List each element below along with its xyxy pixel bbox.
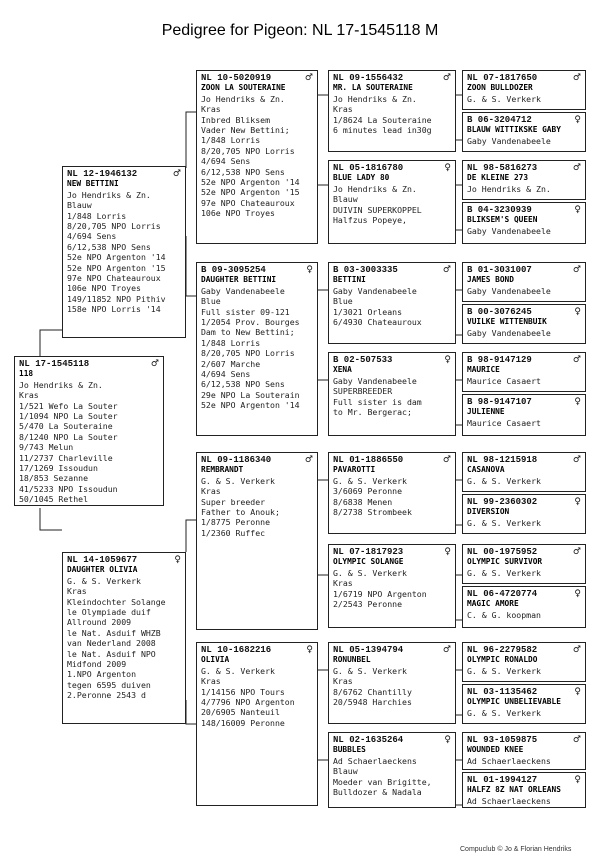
pigeon-name: JAMES BOND <box>467 275 514 285</box>
pedigree-info-line: 1/6719 NPO Argenton <box>333 588 427 599</box>
pigeon-card-ssd <box>328 160 456 244</box>
pedigree-info-line: Blue <box>333 296 353 307</box>
pedigree-info-line: Inbred Bliksem <box>201 114 271 125</box>
pedigree-info-line: 6/4930 Chateauroux <box>333 317 422 328</box>
pedigree-info-line: 52e NPO Argenton '14 <box>67 252 166 263</box>
pigeon-name: DAUGHTER OLIVIA <box>67 565 138 575</box>
pigeon-name: RONUNBEL <box>333 655 371 665</box>
male-symbol-icon: ♂ <box>150 359 159 369</box>
ring-number: NL 99-2360302 <box>467 497 538 507</box>
ring-number-header <box>67 169 181 179</box>
male-symbol-icon: ♂ <box>442 265 451 275</box>
pedigree-info-line: Gaby Vandenabeele <box>467 225 551 236</box>
ring-number-header <box>333 355 451 365</box>
pedigree-info-line: Full sister 09-121 <box>201 306 290 317</box>
ring-number: NL 17-1545118 <box>19 359 90 369</box>
pedigree-info-line: Jo Hendriks & Zn. <box>467 183 551 194</box>
pedigree-info-line: 4/694 Sens <box>67 231 117 242</box>
pedigree-info-line: 106e NPO Troyes <box>67 283 141 294</box>
pigeon-card-g4-4 <box>462 202 586 244</box>
pedigree-info-line: 8/20,705 NPO Lorris <box>201 145 295 156</box>
pigeon-name: BETTINI <box>333 275 366 285</box>
pigeon-name: REMBRANDT <box>201 465 244 475</box>
ring-number: NL 05-1816780 <box>333 163 404 173</box>
ring-number: NL 07-1817650 <box>467 73 538 83</box>
pedigree-info-line: Full sister is dam <box>333 396 422 407</box>
pedigree-info-line: 97e NPO Chateauroux <box>201 197 295 208</box>
pigeon-name: ZOON BULLDOZER <box>467 83 533 93</box>
pigeon-name: XENA <box>333 365 352 375</box>
pedigree-info-line: le Nat. Asduif NPO <box>67 648 156 659</box>
pigeon-name: DIVERSION <box>467 507 510 517</box>
pedigree-info-line: Ad Schaerlaeckens <box>333 755 417 766</box>
pedigree-info-line: Blauw <box>333 766 358 777</box>
pedigree-info-line: G. & S. Verkerk <box>467 475 541 486</box>
ring-number: NL 07-1817923 <box>333 547 404 557</box>
pigeon-name: BLUE LADY 80 <box>333 173 390 183</box>
ring-number: NL 93-1059875 <box>467 735 538 745</box>
ring-number-header <box>467 307 581 317</box>
ring-number-header <box>333 645 451 655</box>
pigeon-name: VUILKE WITTENBUIK <box>467 317 547 327</box>
pedigree-info-line: 8/20,705 NPO Lorris <box>67 221 161 232</box>
ring-number-header <box>201 73 313 83</box>
pigeon-name: WOUNDED KNEE <box>467 745 524 755</box>
pedigree-info-line: 4/7796 NPO Argenton <box>201 697 295 708</box>
pigeon-card-dds <box>328 642 456 724</box>
female-symbol-icon: ♀ <box>574 589 581 599</box>
pedigree-info-line: Allround 2009 <box>67 617 132 628</box>
pigeon-name: DE KLEINE 273 <box>467 173 529 183</box>
ring-number: NL 12-1946132 <box>67 169 138 179</box>
pigeon-card-dsd <box>328 544 456 628</box>
ring-number: B 00-3076245 <box>467 307 532 317</box>
ring-number-header <box>201 645 313 655</box>
pedigree-info-line: 1/8624 La Souteraine <box>333 114 432 125</box>
pedigree-info-line: 20/6905 Nanteuil <box>201 707 280 718</box>
ring-number-header <box>467 687 581 697</box>
pedigree-info-line: G. & S. Verkerk <box>201 475 275 486</box>
pigeon-name: PAVAROTTI <box>333 465 376 475</box>
pedigree-info-line: Blauw <box>67 200 92 211</box>
pedigree-info-line: 52e NPO Argenton '14 <box>201 177 300 188</box>
pedigree-info-line: Blue <box>201 296 221 307</box>
male-symbol-icon: ♂ <box>572 645 581 655</box>
pigeon-card-sds <box>328 262 456 344</box>
pedigree-info-line: 20/5948 Harchies <box>333 697 412 708</box>
ring-number-header <box>333 735 451 745</box>
pigeon-card-sss <box>328 70 456 152</box>
pedigree-info-line: Bulldozer & Nadala <box>333 787 422 798</box>
pedigree-info-line: 2.Peronne 2543 d <box>67 690 146 701</box>
female-symbol-icon: ♀ <box>574 397 581 407</box>
pedigree-info-line: 1/521 Wefo La Souter <box>19 400 118 411</box>
pedigree-info-line: 4/694 Sens <box>201 369 251 380</box>
pedigree-info-line: 158e NPO Lorris '14 <box>67 304 161 315</box>
pedigree-info-line: 52e NPO Argenton '14 <box>201 400 300 411</box>
pedigree-info-line: 97e NPO Chateauroux <box>67 273 161 284</box>
pigeon-card-g4-12 <box>462 586 586 628</box>
ring-number: B 98-9147129 <box>467 355 532 365</box>
footer-credit: Compuclub © Jo & Florian Hendriks <box>460 846 572 853</box>
pedigree-info-line: Ad Schaerlaeckens <box>467 795 551 806</box>
pedigree-info-line: 6 minutes lead in30g <box>333 125 432 136</box>
pedigree-info-line: 52e NPO Argenton '15 <box>67 262 166 273</box>
pedigree-info-line: 8/6838 Menen <box>333 496 393 507</box>
pedigree-info-line: 1/848 Lorris <box>201 337 261 348</box>
pedigree-info-line: 50/1045 Rethel <box>19 494 89 505</box>
pigeon-card-g4-9 <box>462 452 586 492</box>
pedigree-info-line: Kras <box>333 578 353 589</box>
pedigree-info-line: Kleindochter Solange <box>67 596 166 607</box>
pigeon-name: MAURICE <box>467 365 500 375</box>
pigeon-card-g4-11 <box>462 544 586 584</box>
pedigree-info-line: 8/2738 Strombeek <box>333 507 412 518</box>
ring-number: NL 01-1994127 <box>467 775 538 785</box>
female-symbol-icon: ♀ <box>444 735 451 745</box>
ring-number-header <box>467 547 581 557</box>
pedigree-info-line: G. & S. Verkerk <box>467 665 541 676</box>
pigeon-name: MR. LA SOUTERAINE <box>333 83 413 93</box>
ring-number: B 04-3230939 <box>467 205 532 215</box>
ring-number-header <box>467 455 581 465</box>
pedigree-info-line: 11/2737 Charleville <box>19 452 113 463</box>
pigeon-name: CASANOVA <box>467 465 505 475</box>
pigeon-card-subject <box>14 356 164 506</box>
pedigree-info-line: van Nederland 2008 <box>67 638 156 649</box>
pigeon-card-sire <box>62 166 186 338</box>
pedigree-info-line: Kras <box>333 104 353 115</box>
pigeon-card-ss <box>196 70 318 244</box>
pedigree-info-line: Halfzus Popeye, <box>333 215 407 226</box>
pigeon-name: ZOON LA SOUTERAINE <box>201 83 286 93</box>
pedigree-info-line: Ad Schaerlaeckens <box>467 755 551 766</box>
female-symbol-icon: ♀ <box>574 307 581 317</box>
pedigree-info-line: 1/8775 Peronne <box>201 517 271 528</box>
pedigree-info-line: 1/1094 NPO La Souter <box>19 411 118 422</box>
ring-number-header <box>467 645 581 655</box>
male-symbol-icon: ♂ <box>304 455 313 465</box>
female-symbol-icon: ♀ <box>574 497 581 507</box>
ring-number: B 09-3095254 <box>201 265 266 275</box>
pedigree-info-line: 18/853 Sezanne <box>19 473 89 484</box>
ring-number-header <box>333 455 451 465</box>
ring-number: NL 05-1394794 <box>333 645 404 655</box>
ring-number-header <box>467 355 581 365</box>
pedigree-info-line: 41/5233 NPO Issoudun <box>19 483 118 494</box>
pedigree-info-line: Kras <box>333 676 353 687</box>
ring-number: B 98-9147107 <box>467 397 532 407</box>
pigeon-card-g4-3 <box>462 160 586 200</box>
pigeon-name: HALFZ 8Z NAT ORLEANS <box>467 785 561 795</box>
pigeon-name: BLAUW WITTIKSKE GABY <box>467 125 561 135</box>
pedigree-info-line: G. & S. Verkerk <box>467 517 541 528</box>
pedigree-info-line: 1/848 Lorris <box>67 210 127 221</box>
male-symbol-icon: ♂ <box>304 73 313 83</box>
pedigree-info-line: Jo Hendriks & Zn. <box>333 93 417 104</box>
pedigree-info-line: 106e NPO Troyes <box>201 208 275 219</box>
pigeon-card-g4-14 <box>462 684 586 724</box>
pedigree-info-line: Kras <box>201 676 221 687</box>
pigeon-card-g4-13 <box>462 642 586 682</box>
ring-number-header <box>467 73 581 83</box>
pedigree-info-line: Father to Anouk; <box>201 507 280 518</box>
pigeon-card-sdd <box>328 352 456 436</box>
ring-number-header <box>467 775 581 785</box>
pedigree-info-line: Blauw <box>333 194 358 205</box>
ring-number-header <box>201 265 313 275</box>
ring-number-header <box>467 735 581 745</box>
pedigree-info-line: le Nat. Asduif WHZB <box>67 627 161 638</box>
pedigree-info-line: 1.NPO Argenton <box>67 669 137 680</box>
pigeon-name: OLYMPIC SURVIVOR <box>467 557 543 567</box>
pedigree-info-line: G. & S. Verkerk <box>201 665 275 676</box>
pedigree-info-line: Kras <box>19 390 39 401</box>
pedigree-info-line: tegen 6595 duiven <box>67 679 151 690</box>
pigeon-card-dd <box>196 642 318 806</box>
pedigree-info-line: Gaby Vandenabeele <box>201 285 285 296</box>
pedigree-info-line: 17/1269 Issoudun <box>19 463 98 474</box>
ring-number-header <box>333 73 451 83</box>
female-symbol-icon: ♀ <box>306 265 313 275</box>
pigeon-card-g4-10 <box>462 494 586 534</box>
page-title: Pedigree for Pigeon: NL 17-1545118 M <box>161 22 439 39</box>
pedigree-info-line: 6/12,538 NPO Sens <box>201 166 285 177</box>
pedigree-info-line: 29e NPO La Souterain <box>201 389 300 400</box>
ring-number: NL 03-1135462 <box>467 687 538 697</box>
pedigree-info-line: 2/607 Marche <box>201 358 261 369</box>
ring-number: NL 14-1059677 <box>67 555 138 565</box>
pedigree-info-line: 2/2543 Peronne <box>333 599 403 610</box>
pigeon-name: OLYMPIC RONALDO <box>467 655 538 665</box>
pedigree-info-line: le Olympiade duif <box>67 607 151 618</box>
pedigree-info-line: Dam to New Bettini; <box>201 327 295 338</box>
female-symbol-icon: ♀ <box>306 645 313 655</box>
ring-number: NL 02-1635264 <box>333 735 404 745</box>
ring-number-header <box>467 163 581 173</box>
pedigree-info-line: G. & S. Verkerk <box>467 707 541 718</box>
pedigree-info-line: Gaby Vandenabeele <box>467 135 551 146</box>
ring-number: NL 10-5020919 <box>201 73 272 83</box>
female-symbol-icon: ♀ <box>574 205 581 215</box>
ring-number-header <box>467 589 581 599</box>
ring-number-header <box>467 497 581 507</box>
ring-number-header <box>467 205 581 215</box>
pedigree-info-line: 1/3021 Orleans <box>333 306 403 317</box>
pedigree-info-line: C. & G. koopman <box>467 609 541 620</box>
ring-number-header <box>19 359 159 369</box>
ring-number: B 06-3204712 <box>467 115 532 125</box>
male-symbol-icon: ♂ <box>572 163 581 173</box>
ring-number: B 03-3003335 <box>333 265 398 275</box>
ring-number-header <box>467 115 581 125</box>
pigeon-card-dss <box>328 452 456 534</box>
pigeon-name: BLIKSEM'S QUEEN <box>467 215 538 225</box>
pigeon-name: BUBBLES <box>333 745 366 755</box>
pedigree-info-line: Vader New Bettini; <box>201 125 290 136</box>
male-symbol-icon: ♂ <box>572 265 581 275</box>
pigeon-card-ds <box>196 452 318 630</box>
ring-number-header <box>333 547 451 557</box>
pedigree-info-line: 8/6762 Chantilly <box>333 686 412 697</box>
pedigree-info-line: Jo Hendriks & Zn. <box>19 379 103 390</box>
male-symbol-icon: ♂ <box>572 455 581 465</box>
ring-number-header <box>333 163 451 173</box>
pigeon-card-ddd <box>328 732 456 808</box>
female-symbol-icon: ♀ <box>574 687 581 697</box>
pedigree-info-line: 1/2360 Ruffec <box>201 527 266 538</box>
pedigree-info-line: 1/848 Lorris <box>201 135 261 146</box>
female-symbol-icon: ♀ <box>574 775 581 785</box>
pedigree-info-line: 8/20,705 NPO Lorris <box>201 348 295 359</box>
pedigree-info-line: Jo Hendriks & Zn. <box>333 183 417 194</box>
ring-number: NL 98-5816273 <box>467 163 538 173</box>
pigeon-card-g4-2 <box>462 112 586 152</box>
pigeon-card-g4-8 <box>462 394 586 436</box>
pedigree-info-line: 6/12,538 NPO Sens <box>201 379 285 390</box>
pigeon-card-g4-15 <box>462 732 586 770</box>
ring-number: NL 10-1682216 <box>201 645 272 655</box>
pigeon-name: 118 <box>19 369 34 379</box>
pigeon-name: MAGIC AMORE <box>467 599 519 609</box>
pigeon-name: OLIVIA <box>201 655 230 665</box>
male-symbol-icon: ♂ <box>442 73 451 83</box>
female-symbol-icon: ♀ <box>444 163 451 173</box>
pedigree-info-line: Gaby Vandenabeele <box>467 285 551 296</box>
pedigree-info-line: 8/1240 NPO La Souter <box>19 431 118 442</box>
ring-number: NL 09-1186340 <box>201 455 272 465</box>
pedigree-info-line: G. & S. Verkerk <box>67 575 141 586</box>
pigeon-card-g4-5 <box>462 262 586 302</box>
pedigree-info-line: Kras <box>201 486 221 497</box>
pedigree-info-line: 1/2054 Prov. Bourges <box>201 317 300 328</box>
ring-number-header <box>333 265 451 275</box>
male-symbol-icon: ♂ <box>442 455 451 465</box>
ring-number-header <box>67 555 181 565</box>
ring-number: B 02-507533 <box>333 355 393 365</box>
pigeon-name: NEW BETTINI <box>67 179 119 189</box>
pigeon-name: DAUGHTER BETTINI <box>201 275 277 285</box>
male-symbol-icon: ♂ <box>572 73 581 83</box>
pedigree-info-line: Moeder van Brigitte, <box>333 776 432 787</box>
female-symbol-icon: ♀ <box>174 555 181 565</box>
male-symbol-icon: ♂ <box>572 735 581 745</box>
pedigree-info-line: Gaby Vandenabeele <box>467 327 551 338</box>
ring-number: NL 01-1886550 <box>333 455 404 465</box>
ring-number: NL 98-1215918 <box>467 455 538 465</box>
pedigree-info-line: Super breeder <box>201 496 266 507</box>
ring-number: NL 96-2279582 <box>467 645 538 655</box>
pigeon-card-dam <box>62 552 186 724</box>
pedigree-info-line: SUPERBREEDER <box>333 386 393 397</box>
pedigree-info-line: 1/14156 NPO Tours <box>201 686 285 697</box>
pedigree-info-line: Kras <box>201 104 221 115</box>
pigeon-card-g4-1 <box>462 70 586 110</box>
pedigree-info-line: G. & S. Verkerk <box>467 567 541 578</box>
pedigree-info-line: Jo Hendriks & Zn. <box>67 189 151 200</box>
pedigree-info-line: Gaby Vandenabeele <box>333 285 417 296</box>
pedigree-info-line: 5/470 La Souteraine <box>19 421 113 432</box>
pedigree-info-line: 148/16009 Peronne <box>201 717 285 728</box>
pedigree-info-line: G. & S. Verkerk <box>467 93 541 104</box>
pigeon-card-g4-6 <box>462 304 586 344</box>
pedigree-info-line: Maurice Casaert <box>467 375 541 386</box>
pedigree-info-line: to Mr. Bergerac; <box>333 407 412 418</box>
male-symbol-icon: ♂ <box>572 547 581 557</box>
pedigree-info-line: DUIVIN SUPERKOPPEL <box>333 204 422 215</box>
pedigree-info-line: Midfond 2009 <box>67 659 127 670</box>
pedigree-info-line: G. & S. Verkerk <box>333 475 407 486</box>
ring-number-header <box>201 455 313 465</box>
pigeon-card-g4-16 <box>462 772 586 808</box>
ring-number-header <box>467 265 581 275</box>
ring-number: NL 00-1975952 <box>467 547 538 557</box>
female-symbol-icon: ♀ <box>574 115 581 125</box>
pigeon-card-sd <box>196 262 318 436</box>
pedigree-info-line: Maurice Casaert <box>467 417 541 428</box>
pedigree-info-line: Gaby Vandenabeele <box>333 375 417 386</box>
male-symbol-icon: ♂ <box>442 645 451 655</box>
female-symbol-icon: ♀ <box>444 547 451 557</box>
pedigree-info-line: 3/6069 Peronne <box>333 486 403 497</box>
pedigree-info-line: 149/11852 NPO Pithiv <box>67 293 166 304</box>
male-symbol-icon: ♂ <box>172 169 181 179</box>
female-symbol-icon: ♀ <box>444 355 451 365</box>
pedigree-info-line: 9/743 Melun <box>19 442 74 453</box>
pedigree-info-line: 52e NPO Argenton '15 <box>201 187 300 198</box>
pedigree-info-line: G. & S. Verkerk <box>333 567 407 578</box>
pigeon-name: OLYMPIC SOLANGE <box>333 557 404 567</box>
pigeon-name: OLYMPIC UNBELIEVABLE <box>467 697 561 707</box>
pedigree-info-line: Jo Hendriks & Zn. <box>201 93 285 104</box>
ring-number: NL 06-4720774 <box>467 589 538 599</box>
pigeon-card-g4-7 <box>462 352 586 392</box>
pedigree-info-line: 6/12,538 NPO Sens <box>67 241 151 252</box>
ring-number-header <box>467 397 581 407</box>
male-symbol-icon: ♂ <box>572 355 581 365</box>
ring-number: NL 09-1556432 <box>333 73 404 83</box>
ring-number: B 01-3031007 <box>467 265 532 275</box>
pedigree-info-line: Kras <box>67 586 87 597</box>
pedigree-info-line: 4/694 Sens <box>201 156 251 167</box>
pedigree-info-line: G. & S. Verkerk <box>333 665 407 676</box>
pigeon-name: JULIENNE <box>467 407 505 417</box>
